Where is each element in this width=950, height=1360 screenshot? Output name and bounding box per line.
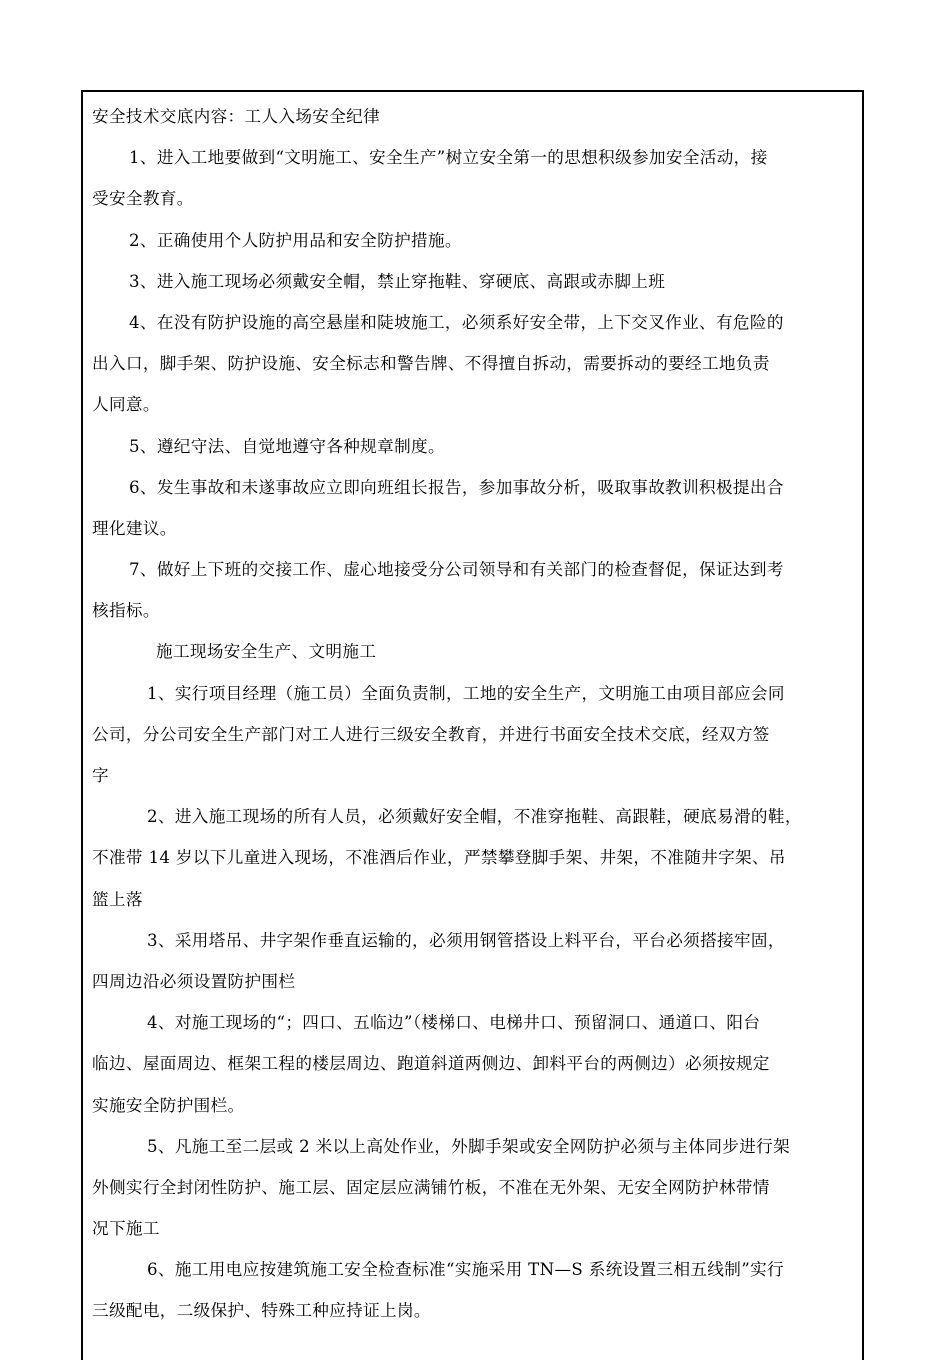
rule-6 [92,467,858,549]
site-rule-1-line-1: 1、实行项目经理（施工员）全面负责制，工地的安全生产，文明施工由项目部应会同 [147,683,785,703]
rule-6-line-2: 理化建议。 [92,518,177,538]
rule-1 [92,137,858,219]
site-rule-5-line-2: 外侧实行全封闭性防护、施工层、固定层应满铺竹板，不准在无外架、无安全网防护林带情 [92,1177,770,1197]
site-rule-1-line-3: 字 [92,766,109,785]
site-rule-3-line-1: 3、采用塔吊、井字架作垂直运输的，必须用钢管搭设上料平台，平台必须搭接牢固， [147,930,785,950]
site-rule-5-line-1: 5、凡施工至二层或 2 米以上高处作业，外脚手架或安全网防护必须与主体同步进行架 [147,1136,791,1156]
site-rule-3-line-2: 四周边沿必须设置防护围栏 [92,971,296,991]
site-rule-5-line-3: 况下施工 [92,1219,160,1239]
site-rule-2-line-2: 不准带 14 岁以下儿童进入现场，不准酒后作业，严禁攀登脚手架、井架，不准随井字架、吊 [92,848,786,868]
site-rule-6-line-1: 6、施工用电应按建筑施工安全检查标准“实施采用 TN—S 系统设置三相五线制”实行 [147,1260,784,1280]
site-rule-3 [92,920,858,1002]
rule-5-line-1: 5、遵纪守法、自觉地遵守各种规章制度。 [129,436,445,456]
site-rule-5 [92,1126,858,1250]
site-rule-1-line-2: 公司，分公司安全生产部门对工人进行三级安全教育，并进行书面安全技术交底，经双方签 [92,724,770,744]
rule-3-line-1: 3、进入施工现场必须戴安全帽，禁止穿拖鞋、穿硬底、高跟或赤脚上班 [129,271,666,291]
rule-7 [92,549,858,631]
section-2-title: 施工现场安全生产、文明施工 [156,642,377,662]
document-heading: 安全技术交底内容：工人入场安全纪律 [92,107,381,126]
site-rule-2 [92,796,858,920]
rule-4 [92,302,858,426]
site-rule-6-line-2: 三级配电，二级保护、特殊工种应持证上岗。 [92,1301,431,1321]
site-rule-4-line-2: 临边、屋面周边、框架工程的楼层周边、跑道斜道两侧边、卸料平台的两侧边）必须按规定 [92,1054,770,1074]
site-rule-6 [92,1249,858,1331]
rule-7-line-1: 7、做好上下班的交接工作、虚心地接受分公司领导和有关部门的检查督促，保证达到考 [129,560,784,580]
site-rule-4-line-3: 实施安全防护围栏。 [92,1095,245,1115]
rule-1-line-2: 受安全教育。 [92,189,194,209]
document-content [92,96,858,1332]
site-rule-1 [92,673,858,797]
rule-1-line-1: 1、进入工地要做到“文明施工、安全生产”树立安全第一的思想积级参加安全活动，接 [129,148,768,168]
site-rule-2-line-1: 2、进入施工现场的所有人员，必须戴好安全帽，不准穿拖鞋、高跟鞋，硬底易滑的鞋， [147,807,802,827]
site-rule-2-line-3: 篮上落 [92,889,143,909]
rule-2 [92,220,858,261]
rule-5 [92,426,858,467]
site-rule-4-line-1: 4、对施工现场的“；四口、五临边”（楼梯口、电梯井口、预留洞口、通道口、阳台 [147,1013,761,1033]
rule-4-line-3: 人同意。 [92,395,160,415]
rule-4-line-1: 4、在没有防护设施的高空悬崖和陡坡施工，必须系好安全带，上下交叉作业、有危险的 [129,312,784,332]
rule-4-line-2: 出入口，脚手架、防护设施、安全标志和警告牌、不得擅自拆动，需要拆动的要经工地负责 [92,354,770,374]
rule-2-line-1: 2、正确使用个人防护用品和安全防护措施。 [129,230,462,250]
site-rule-4 [92,1002,858,1126]
rule-6-line-1: 6、发生事故和未遂事故应立即向班组长报告，参加事故分析，吸取事故教训积极提出合 [129,477,784,497]
rule-3 [92,261,858,302]
rule-7-line-2: 核指标。 [92,601,160,621]
